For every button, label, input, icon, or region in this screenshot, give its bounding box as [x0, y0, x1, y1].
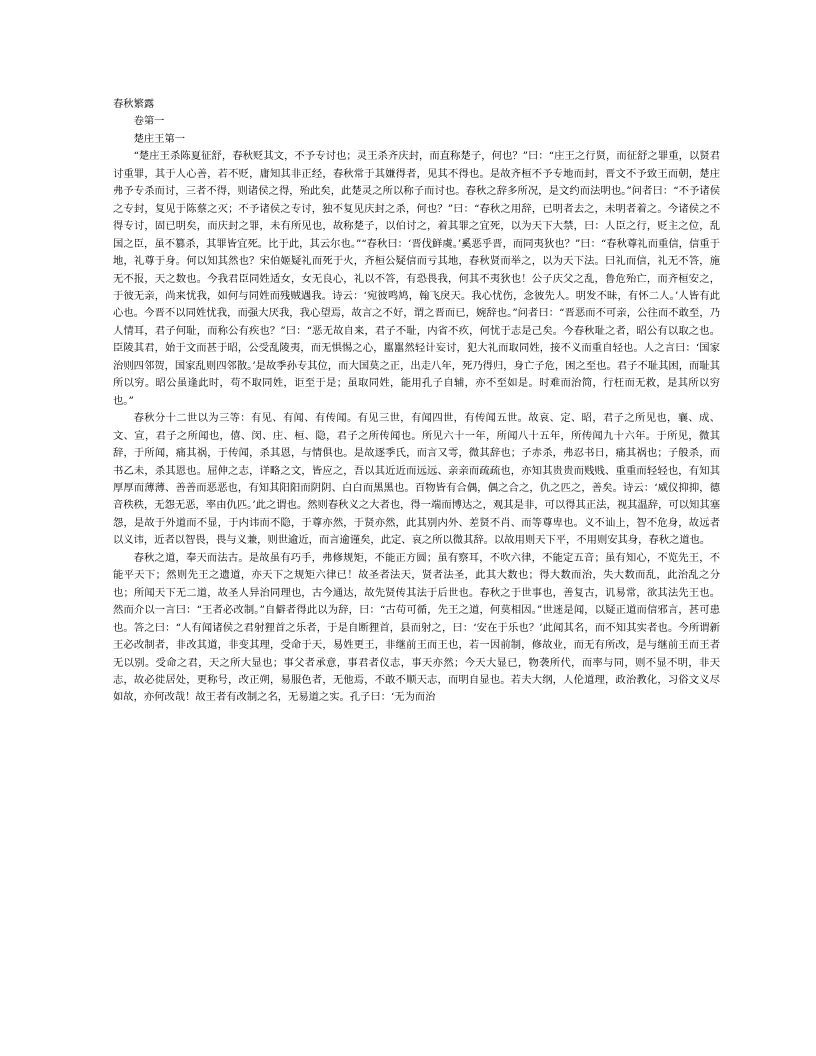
body-paragraph: 春秋之道，奉天而法古。是故虽有巧手，弗修规矩，不能正方圆；虽有察耳，不吹六律，不能定五音；虽有知心，不览先王，不能平天下；然则先王之遗道，亦天下之规矩六律已！故圣者法天，贤者法圣，此其大数也；得大数而治，失大数而乱，此治乱之分也；所闻天下无二道，故圣人异治同理也，古今通达，故先贤传其法于后世也。春秋之于世事也，善复古，讥易常，欲其法先王也。然而介以一言曰：“王者必改制。”自僻者得此以为辞，曰：“古苟可循，先王之道，何莫相因。”世迷是闻，以疑正道而信邪言，甚可患也。答之曰：“人有闻诸侯之君射狸首之乐者，于是自断狸首，县而射之，曰：‘安在于乐也？’此闻其名，而不知其实者也。今所谓新王必改制者，非改其道，非变其理，受命于天，易姓更王，非继前王而王也，若一因前制，修故业，而无有所改，是与继前王而王者无以别。受命之君，天之所大显也；事父者承意，事君者仪志，事天亦然；今天大显已，物袭所代，而率与同，则不显不明，非天志，故必徙居处，更称号，改正朔，易服色者，无他焉，不敢不顺天志，而明自显也。若夫大纲，人伦道理，政治教化，习俗文义尽如故，亦何改哉！故王者有改制之名，无易道之实。孔子曰：‘无为而治 — [113, 551, 720, 704]
document-title: 春秋繁露 — [113, 98, 155, 110]
volume-heading: 卷第一 — [133, 115, 165, 128]
chapter-heading: 楚庄王第一 — [133, 132, 186, 145]
body-paragraph: 春秋分十二世以为三等：有见、有闻、有传闻。有见三世，有闻四世，有传闻五世。故哀、定、昭，君子之所见也，襄、成、文、宣，君子之所闻也，僖、闵、庄、桓、隐，君子之所传闻也。所见六十一年，所闻八十五年，所传闻九十六年。于所见，微其辞，于所闻，痛其祸，于传闻，杀其恩，与情俱也。是故逐季氏，而言又雩，微其辞也；子赤杀，弗忍书日，痛其祸也；子般杀，而书乙未，杀其恩也。屈伸之志，详略之文，皆应之，吾以其近近而远远、亲亲而疏疏也，亦知其贵贵而贱贱、重重而轻轻也，有知其厚厚而薄薄、善善而恶恶也，有知其阳阳而阴阴、白白而黑黑也。百物皆有合偶，偶之合之，仇之匹之，善矣。诗云：‘威仪抑抑，德音秩秩，无怨无恶，率由仇匹。’此之谓也。然则春秋义之大者也，得一端而博达之，观其是非，可以得其正法，视其温辞，可以知其塞怨，是故于外道而不显，于内讳而不隐，于尊亦然，于贤亦然，此其别内外、差贤不肖、而等尊卑也。义不讪上，智不危身，故远者以义讳，近者以智畏，畏与义兼，则世逾近，而言逾谨矣，此定、哀之所以微其辞。以故用则天下平，不用则安其身，春秋之道也。 — [113, 412, 720, 547]
body-paragraph: “楚庄王杀陈夏征舒，春秋贬其文，不予专讨也；灵王杀齐庆封，而直称楚子，何也？”曰：“庄王之行贤，而征舒之罪重，以贤君讨重罪，其于人心善，若不贬，庸知其非正经，春秋常于其嫌得者，见其不得也。是故齐桓不予专地而封，晋文不予致王而朝，楚庄弗予专杀而讨，三者不得，则诸侯之得，殆此矣，此楚灵之所以称子而讨也。春秋之辞多所况，是文约而法明也。”问者曰：“不予诸侯之专封，复见于陈蔡之灭；不予诸侯之专讨，独不复见庆封之杀，何也？”曰：“春秋之用辞，已明者去之，未明者着之。今诸侯之不得专讨，固已明矣，而庆封之罪，未有所见也，故称楚子，以伯讨之，着其罪之宜死，以为天下大禁，曰：人臣之行，贬主之位，乱国之臣，虽不篡杀，其罪皆宜死。比于此，其云尔也。”“春秋曰：‘晋伐鲜虞。’奚恶乎晋，而同夷狄也？”曰：“春秋尊礼而重信，信重于地，礼尊于身。何以知其然也？宋伯姬疑礼而死于火，齐桓公疑信而亏其地，春秋贤而举之，以为天下法。曰礼而信，礼无不答，施无不报，天之数也。今我君臣同姓适女，女无良心，礼以不答，有恐畏我，何其不夷狄也！公子庆父之乱，鲁危殆亡，而齐桓安之，于彼无亲，尚来忧我，如何与同姓而残贼遇我。诗云：‘宛彼鸣鸠，翰飞戾天。我心忧伤，念彼先人。明发不昧，有怀二人。’人皆有此心也。今晋不以同姓忧我，而强大厌我，我心望焉，故言之不好，谓之晋而已，婉辞也。”问者曰：“晋恶而不可亲，公往而不敢至，乃人情耳，君子何耻，而称公有疾也？”曰：“恶无故自来，君子不耻，内省不疚，何忧于志是己矣。今春秋耻之者，昭公有以取之也。臣陵其君，始于文而甚于昭，公受乱陵夷，而无惧惕之心，嚚嚚然轻计妄讨，犯大礼而取同姓，接不义而重自轻也。人之言曰：‘国家治则四邻贺，国家乱则四邻散。’是故季孙专其位，而大国莫之正，出走八年，死乃得归，身亡子危，困之至也。君子不耻其困，而耻其所以穷。昭公虽逢此时，苟不取同姓，讵至于是；虽取同姓，能用孔子自辅，亦不至如是。时难而治简，行枉而无救，是其所以穷也。” — [113, 150, 720, 407]
document-body — [113, 96, 720, 707]
